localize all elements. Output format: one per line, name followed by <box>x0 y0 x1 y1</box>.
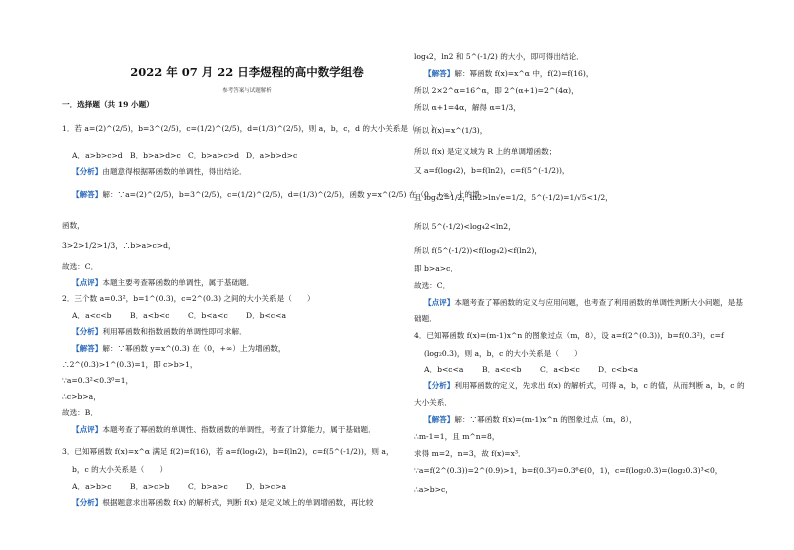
q3-analysis-continued: log₄2，ln2 和 5^(-1/2) 的大小，即可得出结论． <box>414 52 584 61</box>
q3-solution-line-3: 所以 α+1=4α，解得 α=1/3， <box>414 103 521 112</box>
q3-solution-text-1: 解：幂函数 f(x)=x^α 中，f(2)=f(16)， <box>454 69 594 78</box>
q2-analysis <box>72 327 247 337</box>
q2-options <box>72 311 304 321</box>
analysis-tag: 【分析】 <box>72 498 103 507</box>
q2-option-c: C．b<a<c <box>188 311 228 320</box>
q2-option-d: D．b<c<a <box>246 311 287 320</box>
q4-option-b: B．a<c<b <box>482 365 522 374</box>
q2-solution-line-2: ∴2^(0.3)>1^(0.3)=1，即 c>b>1， <box>62 360 198 369</box>
q3-comment-line-2: 础题． <box>414 314 437 323</box>
q2-solution-text-1: 解：∵幂函数 y=x^(0.3) 在（0，+∞）上为增函数， <box>102 344 286 353</box>
q3-solution-line-5: 所以 f(x) 是定义域为 R 上的单调增函数； <box>414 147 557 156</box>
q3-comment <box>424 298 743 308</box>
q3-comment-text: 本题考查了幂函数的定义与应用问题，也考查了利用函数的单调性判断大小问题，是基 <box>454 298 743 307</box>
q3-solution-line-2: 所以 2×2^α=16^α，即 2^(α+1)=2^(4α)， <box>414 86 579 95</box>
solution-tag: 【解答】 <box>424 415 455 424</box>
q3-options <box>72 482 304 492</box>
q2-solution-line-4: ∴c>b>a， <box>62 392 101 401</box>
q4-analysis-text: 利用幂函数的定义，先求出 f(x) 的解析式，可得 a，b，c 的值，从而判断 a，b，c 的 <box>454 381 745 390</box>
q3-option-c: C．b>a>c <box>188 482 228 491</box>
q4-option-d: D．c<b<a <box>598 365 639 374</box>
q1-option-b: B．b>a>d>c <box>130 151 181 160</box>
q3-solution-line-9: 所以 f(5^(-1/2))<f(log₄2)<f(ln2)， <box>414 246 542 255</box>
q3-solution-line-1 <box>424 69 593 79</box>
q1-solution-line-2: 函数， <box>62 221 85 230</box>
q2-stem: 2．三个数 a=0.3²，b=1^(0.3)，c=2^(0.3) 之间的大小关系是（ ） <box>62 294 315 303</box>
analysis-tag: 【分析】 <box>72 167 103 176</box>
q2-comment-text: 本题考查了幂函数的单调性、指数函数的单调性，考查了计算能力，属于基础题． <box>102 425 376 434</box>
q1-solution-line-3: 3>2>1/2>1/3，∴b>a>c>d， <box>62 241 176 250</box>
q1-option-d: D．a>b>d>c <box>246 151 298 160</box>
q2-solution-line-3: ∵a=0.3²<0.3⁰=1， <box>62 376 134 385</box>
q3-solution-line-6: 又 a=f(log₄2)，b=f(ln2)，c=f(5^(-1/2))， <box>414 166 570 175</box>
q3-solution-line-7: 且 log₄2=1/2，ln2>ln√e=1/2，5^(-1/2)=1/√5<1/2， <box>414 193 613 202</box>
solution-tag: 【解答】 <box>72 190 103 199</box>
q3-answer: 故选：C． <box>414 281 451 290</box>
q1-option-c: C．b>a>c>d <box>188 151 239 160</box>
q1-comment <box>72 278 254 288</box>
q3-option-d: D．b>c>a <box>246 482 287 491</box>
q2-option-b: B．a<b<c <box>130 311 170 320</box>
q4-option-a: A．b<c<a <box>424 365 464 374</box>
q1-options <box>72 151 304 161</box>
q3-solution-line-10: 即 b>a>c． <box>414 264 458 273</box>
q4-solution-line-5: ∴a>b>c， <box>414 485 453 494</box>
q2-answer: 故选：B． <box>62 408 98 417</box>
q3-analysis-text: 根据题意求出幂函数 f(x) 的解析式，判断 f(x) 是定义域上的单调增函数，再比较 <box>102 498 374 507</box>
comment-tag: 【点评】 <box>72 278 103 287</box>
solution-tag: 【解答】 <box>424 69 455 78</box>
q3-solution-line-8: 所以 5^(-1/2)<log₄2<ln2， <box>414 222 516 231</box>
q4-solution-line-3: 求得 m=2，n=3，故 f(x)=x³． <box>414 449 526 458</box>
q3-analysis <box>72 498 373 508</box>
q4-stem-line-1: 4．已知幂函数 f(x)=(m-1)x^n 的图象过点（m，8），设 a=f(2^(0.3))，b=f(0.3²)，c=f <box>414 331 724 340</box>
comment-tag: 【点评】 <box>72 425 103 434</box>
q1-stem: 1．若 a=(2)^(2/5)，b=3^(2/5)，c=(1/2)^(2/5)，d=(1/3)^(2/5)，则 a，b，c，d 的大小关系是（ ） <box>62 124 439 133</box>
q1-analysis <box>72 167 247 177</box>
q2-option-a: A．a<c<b <box>72 311 112 320</box>
page-subtitle: 参考答案与试题解析 <box>222 88 272 94</box>
q1-analysis-text: 由题意得根据幂函数的单调性，得出结论． <box>102 167 247 176</box>
right-column <box>414 0 784 550</box>
q4-option-c: C．a<b<c <box>540 365 580 374</box>
q2-comment <box>72 425 376 435</box>
page-title: 2022 年 07 月 22 日李煜程的高中数学组卷 <box>130 65 364 79</box>
q1-comment-text: 本题主要考查幂函数的单调性，属于基础题． <box>102 278 255 287</box>
q2-solution-line-1 <box>72 344 286 354</box>
q3-option-a: A．a>b>c <box>72 482 112 491</box>
q4-stem-line-2: (log₂0.3)，则 a，b，c 的大小关系是（ ） <box>424 349 582 358</box>
q4-analysis <box>424 381 745 391</box>
q2-analysis-text: 利用幂函数和指数函数的单调性即可求解． <box>102 327 247 336</box>
q3-stem-line-1: 3．已知幂函数 f(x)=x^α 满足 f(2)=f(16)，若 a=f(log₄2)，b=f(ln2)，c=f(5^(-1/2))，则 a， <box>62 447 394 456</box>
solution-tag: 【解答】 <box>72 344 103 353</box>
q4-solution-text-1: 解：∵幂函数 f(x)=(m-1)x^n 的图象过点（m，8）， <box>454 415 637 424</box>
q4-solution-line-2: ∴m-1=1，且 m^n=8， <box>414 432 500 441</box>
comment-tag: 【点评】 <box>424 298 455 307</box>
q1-option-a: A．a>b>c>d <box>72 151 123 160</box>
q4-solution-line-4: ∵a=f(2^(0.3))=2^(0.9)>1，b=f(0.3²)=0.3⁶∈(0，1)，c=f(log₂0.3)=(log₂0.3)³<0， <box>414 466 723 475</box>
q4-options <box>424 365 656 375</box>
q1-answer: 故选：C． <box>62 262 99 271</box>
q3-stem-line-2: b，c 的大小关系是（ ） <box>72 465 168 474</box>
section-heading: 一．选择题（共 19 小题） <box>62 100 154 109</box>
q3-option-b: B．a>c>b <box>130 482 170 491</box>
q4-analysis-line-2: 大小关系． <box>414 398 452 407</box>
q3-solution-line-4: 所以 f(x)=x^(1/3)， <box>414 126 488 135</box>
analysis-tag: 【分析】 <box>72 327 103 336</box>
q4-solution-line-1 <box>424 415 637 425</box>
q1-solution-text-1: 解：∵a=(2)^(2/5)，b=3^(2/5)，c=(1/2)^(2/5)，d=(1/3)^(2/5)，函数 y=x^(2/5) 在（0，+∞）上的增 <box>102 190 480 199</box>
analysis-tag: 【分析】 <box>424 381 455 390</box>
